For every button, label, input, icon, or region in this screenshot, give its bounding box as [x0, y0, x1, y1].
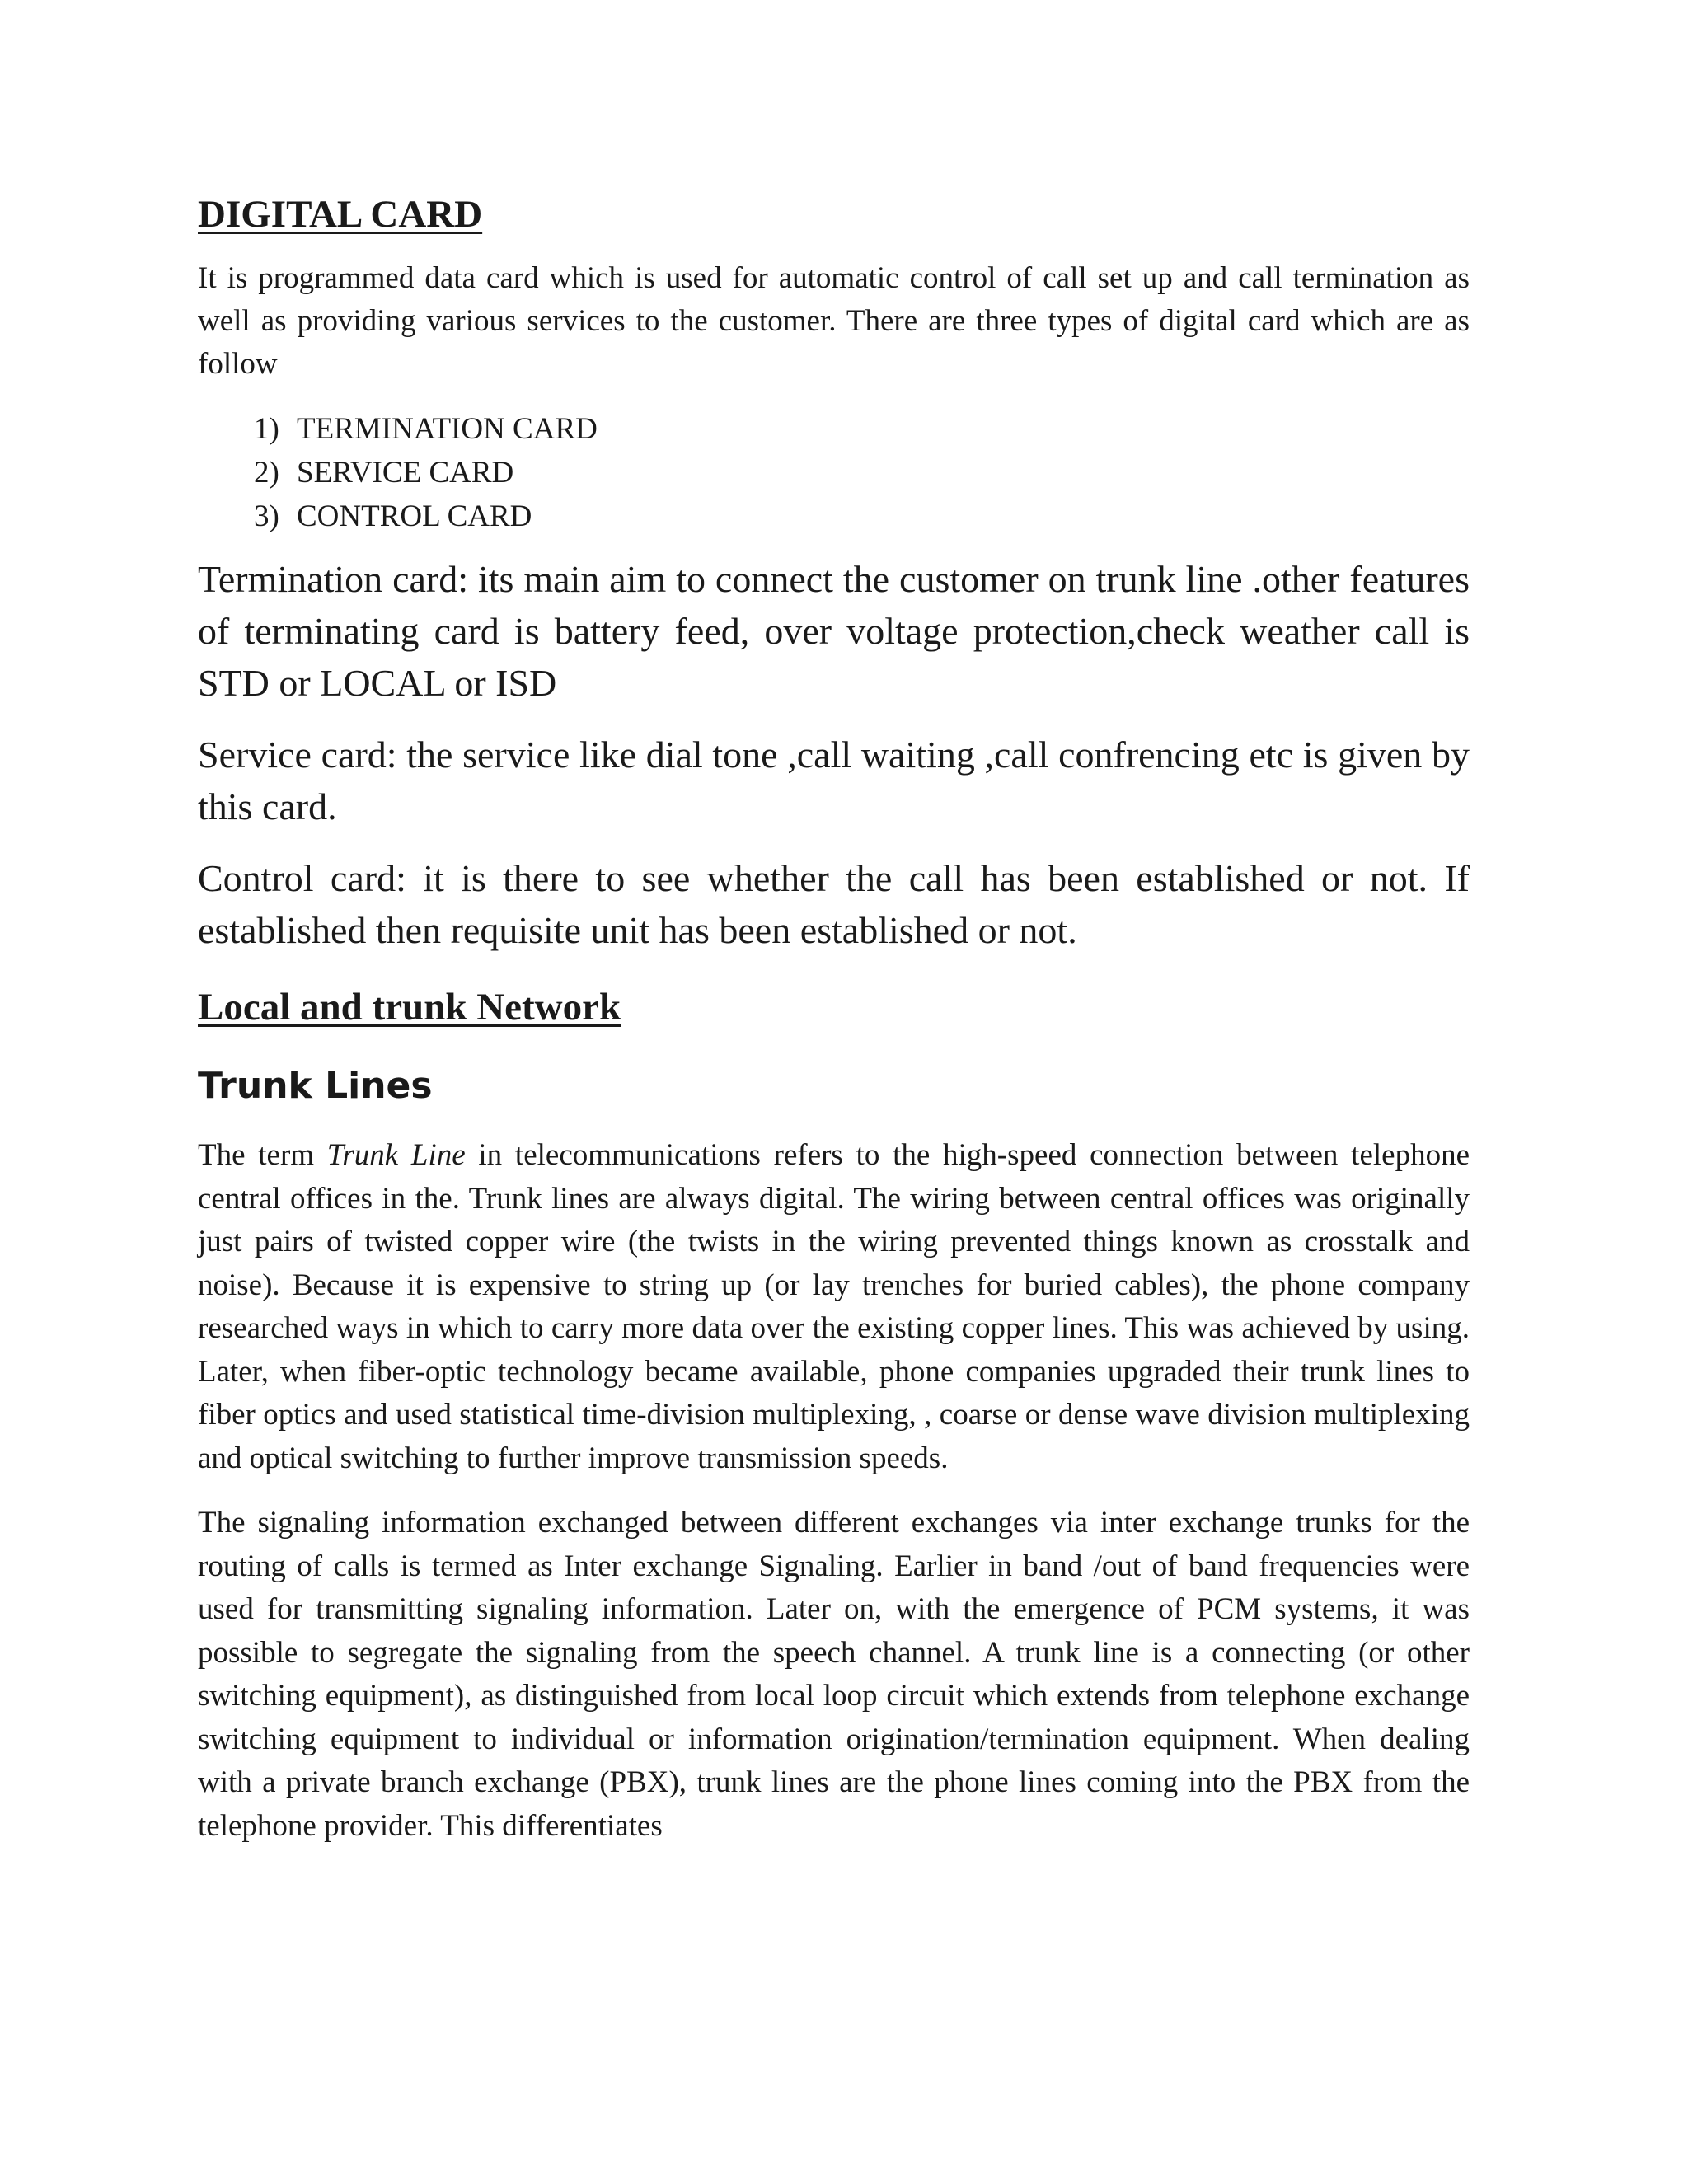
digital-card-intro: It is programmed data card which is used for automatic control of call set up and call termination as well as providing various services to the customer. There are three types of digital card which are as follow: [198, 261, 1470, 381]
service-card-paragraph: Service card: the service like dial tone ,call waiting ,call confrencing etc is given by this card.: [198, 733, 1470, 827]
list-item: [254, 407, 1470, 451]
p1-text-start: The term: [198, 1138, 327, 1172]
digital-card-heading: DIGITAL CARD: [198, 193, 483, 236]
list-item-label: TERMINATION CARD: [297, 412, 598, 446]
network-heading: Local and trunk Network: [198, 986, 621, 1029]
p1-italic-term: Trunk Line: [326, 1138, 466, 1172]
card-type-list: [198, 407, 1470, 538]
list-item: [254, 451, 1470, 494]
list-item-number: 2): [254, 456, 279, 490]
list-item-label: CONTROL CARD: [297, 499, 532, 533]
p1-text-rest: in telecommunications refers to the high-speed connection between telephone central offices in the. Trunk lines are always digital. The wiring between central offices was originally just pairs of twisted copper wire (the twists in the wiring prevented things known as crosstalk and noise). Because it is expensive to string up (or lay trenches for buried cables), the phone company researched ways in which to carry more data over the existing copper lines. This was achieved by using. Later, when fiber-optic technology became available, phone companies upgraded their trunk lines to fiber optics and used statistical time-division multiplexing, , coarse or dense wave division multiplexing and optical switching to further improve transmission speeds.: [198, 1138, 1470, 1475]
document-page: [198, 190, 1470, 1848]
trunk-line-paragraph-2: The signaling information exchanged between different exchanges via inter exchange trunks for the routing of calls is termed as Inter exchange Signaling. Earlier in band /out of band frequencies were used for transmitting signaling information. Later on, with the emergence of PCM systems, it was possible to segregate the signaling from the speech channel. A trunk line is a connecting (or other switching equipment), as distinguished from local loop circuit which extends from telephone exchange switching equipment to individual or information origination/termination equipment. When dealing with a private branch exchange (PBX), trunk lines are the phone lines coming into the PBX from the telephone provider. This differentiates: [198, 1506, 1470, 1843]
list-item: [254, 494, 1470, 538]
termination-card-paragraph: Termination card: its main aim to connect the customer on trunk line .other features of terminating card is battery feed, over voltage protection,check weather call is STD or LOCAL or ISD: [198, 558, 1470, 704]
list-item-number: 3): [254, 499, 279, 533]
trunk-lines-heading: Trunk Lines: [198, 1065, 433, 1107]
list-item-label: SERVICE CARD: [297, 456, 514, 490]
list-item-number: 1): [254, 412, 279, 446]
control-card-paragraph: Control card: it is there to see whether the call has been established or not. If established then requisite unit has been established or not.: [198, 857, 1470, 951]
trunk-line-paragraph-1: [198, 1134, 1470, 1480]
